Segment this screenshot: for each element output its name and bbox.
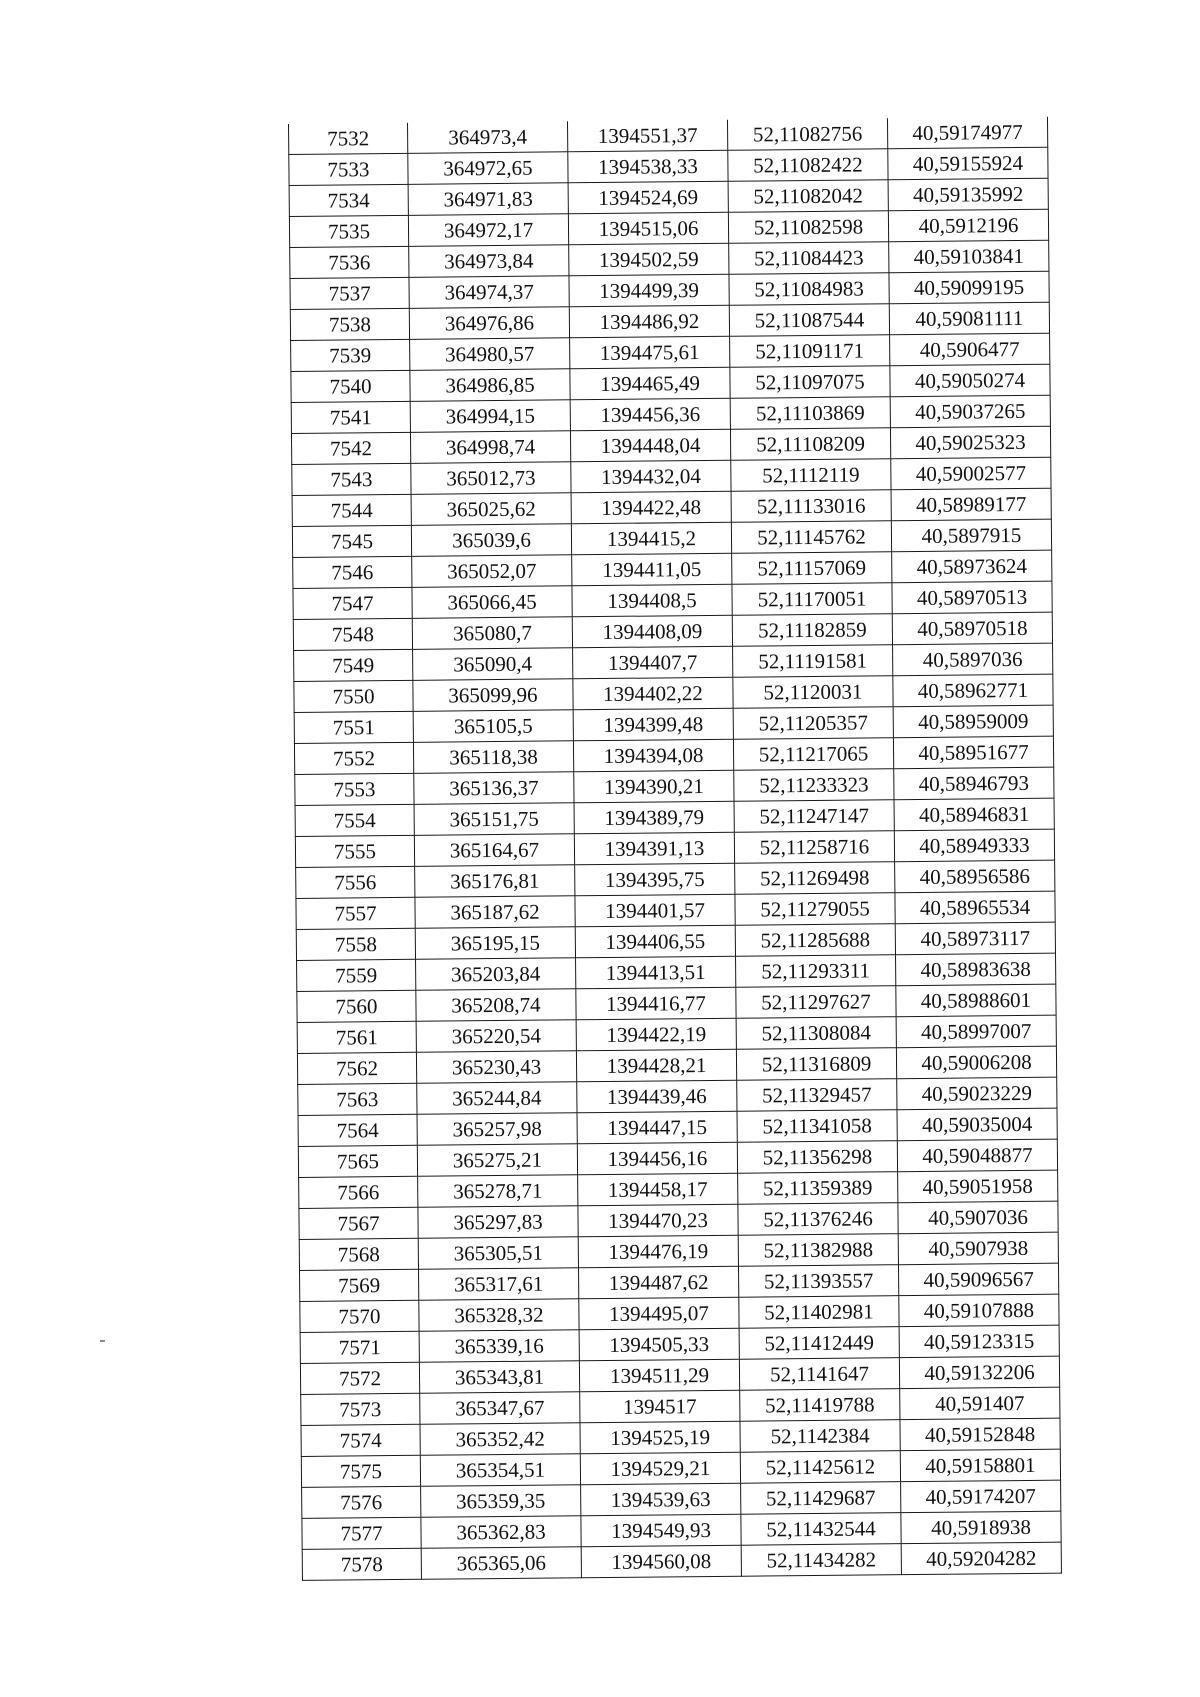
x-coordinate-cell: 365105,5 [413,710,573,743]
longitude-cell: 40,59006208 [896,1046,1056,1079]
x-coordinate-cell: 364976,86 [409,307,569,340]
x-coordinate-cell: 365025,62 [411,493,571,526]
latitude-cell: 52,11103869 [730,397,890,430]
y-coordinate-cell: 1394524,69 [568,181,728,214]
longitude-cell: 40,59132206 [899,1356,1059,1389]
point-number-cell: 7577 [302,1517,421,1549]
y-coordinate-cell: 1394447,15 [577,1111,737,1144]
x-coordinate-cell: 365208,74 [416,989,576,1022]
longitude-cell: 40,59107888 [899,1294,1059,1327]
y-coordinate-cell: 1394428,21 [576,1049,736,1082]
y-coordinate-cell: 1394499,39 [569,274,729,307]
point-number-cell: 7546 [293,556,412,588]
latitude-cell: 52,11191581 [733,645,893,678]
longitude-cell: 40,58959009 [893,705,1053,738]
x-coordinate-cell: 365066,45 [412,586,572,619]
point-number-cell: 7578 [302,1548,421,1580]
longitude-cell: 40,5906477 [890,333,1050,366]
longitude-cell: 40,59023229 [897,1077,1057,1110]
point-number-cell: 7570 [300,1300,419,1332]
x-coordinate-cell: 365164,67 [414,834,574,867]
y-coordinate-cell: 1394413,51 [576,956,736,989]
y-coordinate-cell: 1394539,63 [581,1483,741,1516]
longitude-cell: 40,58946831 [894,798,1054,831]
y-coordinate-cell: 1394486,92 [569,305,729,338]
longitude-cell: 40,59174207 [901,1480,1061,1513]
table-row [302,1542,1061,1580]
point-number-cell: 7551 [294,711,413,743]
latitude-cell: 52,11293311 [736,955,896,988]
point-number-cell: 7535 [289,215,408,247]
latitude-cell: 52,11233323 [734,769,894,802]
latitude-cell: 52,11087544 [729,304,889,337]
y-coordinate-cell: 1394401,57 [575,894,735,927]
longitude-cell: 40,58956586 [895,860,1055,893]
y-coordinate-cell: 1394511,29 [579,1359,739,1392]
y-coordinate-cell: 1394495,07 [579,1297,739,1330]
y-coordinate-cell: 1394529,21 [580,1452,740,1485]
longitude-cell: 40,59050274 [890,364,1050,397]
latitude-cell: 52,11412449 [739,1327,899,1360]
longitude-cell: 40,591407 [900,1387,1060,1420]
latitude-cell: 52,11359389 [738,1172,898,1205]
latitude-cell: 52,11084423 [729,242,889,275]
latitude-cell: 52,11097075 [730,366,890,399]
x-coordinate-cell: 365362,83 [421,1516,581,1549]
point-number-cell: 7544 [292,494,411,526]
point-number-cell: 7562 [297,1052,416,1084]
latitude-cell: 52,11376246 [738,1203,898,1236]
x-coordinate-cell: 365244,84 [417,1082,577,1115]
y-coordinate-cell: 1394525,19 [580,1421,740,1454]
longitude-cell: 40,59037265 [890,395,1050,428]
point-number-cell: 7560 [297,990,416,1022]
x-coordinate-cell: 365317,61 [418,1268,578,1301]
y-coordinate-cell: 1394517 [580,1390,740,1423]
x-coordinate-cell: 364998,74 [410,431,570,464]
longitude-cell: 40,58988601 [896,984,1056,1017]
y-coordinate-cell: 1394422,19 [576,1018,736,1051]
x-coordinate-cell: 365275,21 [417,1144,577,1177]
latitude-cell: 52,11269498 [735,862,895,895]
x-coordinate-cell: 365151,75 [414,803,574,836]
longitude-cell: 40,59035004 [897,1108,1057,1141]
latitude-cell: 52,11217065 [733,738,893,771]
x-coordinate-cell: 365257,98 [417,1113,577,1146]
longitude-cell: 40,58983638 [896,953,1056,986]
latitude-cell: 52,11108209 [730,428,890,461]
y-coordinate-cell: 1394502,59 [569,243,729,276]
x-coordinate-cell: 365297,83 [418,1206,578,1239]
x-coordinate-cell: 365305,51 [418,1237,578,1270]
x-coordinate-cell: 364972,17 [408,214,568,247]
y-coordinate-cell: 1394456,16 [577,1142,737,1175]
y-coordinate-cell: 1394402,22 [573,677,733,710]
y-coordinate-cell: 1394475,61 [570,336,730,369]
longitude-cell: 40,58989177 [891,488,1051,521]
x-coordinate-cell: 365090,4 [413,648,573,681]
latitude-cell: 52,11279055 [735,893,895,926]
latitude-cell: 52,11382988 [738,1234,898,1267]
point-number-cell: 7548 [293,618,412,650]
point-number-cell: 7545 [292,525,411,557]
longitude-cell: 40,59099195 [889,271,1049,304]
latitude-cell: 52,1141647 [739,1358,899,1391]
longitude-cell: 40,59155924 [888,147,1048,180]
point-number-cell: 7539 [291,339,410,371]
x-coordinate-cell: 365354,51 [420,1454,580,1487]
x-coordinate-cell: 364973,4 [407,121,567,153]
x-coordinate-cell: 365012,73 [411,462,571,495]
y-coordinate-cell: 1394390,21 [574,770,734,803]
y-coordinate-cell: 1394505,33 [579,1328,739,1361]
longitude-cell: 40,5918938 [901,1511,1061,1544]
x-coordinate-cell: 365118,38 [413,741,573,774]
latitude-cell: 52,11432544 [741,1513,901,1546]
latitude-cell: 52,11157069 [732,552,892,585]
point-number-cell: 7567 [299,1207,418,1239]
longitude-cell: 40,58962771 [893,674,1053,707]
latitude-cell: 52,11434282 [741,1544,901,1577]
y-coordinate-cell: 1394389,79 [574,801,734,834]
longitude-cell: 40,5897036 [893,643,1053,676]
longitude-cell: 40,59051958 [898,1170,1058,1203]
latitude-cell: 52,11285688 [735,924,895,957]
longitude-cell: 40,58951677 [893,736,1053,769]
longitude-cell: 40,58973117 [895,922,1055,955]
y-coordinate-cell: 1394538,33 [568,150,728,183]
longitude-cell: 40,5907938 [898,1232,1058,1265]
latitude-cell: 52,11082598 [728,211,888,244]
point-number-cell: 7553 [295,773,414,805]
point-number-cell: 7538 [290,308,409,340]
x-coordinate-cell: 365203,84 [416,958,576,991]
longitude-cell: 40,58946793 [894,767,1054,800]
y-coordinate-cell: 1394408,5 [572,584,732,617]
point-number-cell: 7572 [300,1362,419,1394]
point-number-cell: 7566 [299,1176,418,1208]
latitude-cell: 52,1142384 [740,1420,900,1453]
latitude-cell: 52,11082042 [728,180,888,213]
x-coordinate-cell: 365187,62 [415,896,575,929]
y-coordinate-cell: 1394458,17 [578,1173,738,1206]
y-coordinate-cell: 1394456,36 [570,398,730,431]
longitude-cell: 40,59158801 [900,1449,1060,1482]
point-number-cell: 7536 [290,246,409,278]
point-number-cell: 7561 [297,1021,416,1053]
coordinates-table-body [288,117,1061,1581]
y-coordinate-cell: 1394476,19 [578,1235,738,1268]
point-number-cell: 7568 [299,1238,418,1270]
point-number-cell: 7547 [293,587,412,619]
y-coordinate-cell: 1394406,55 [575,925,735,958]
point-number-cell: 7563 [298,1083,417,1115]
y-coordinate-cell: 1394515,06 [568,212,728,245]
point-number-cell: 7550 [294,680,413,712]
point-number-cell: 7556 [296,866,415,898]
point-number-cell: 7543 [292,463,411,495]
y-coordinate-cell: 1394411,05 [572,553,732,586]
y-coordinate-cell: 1394560,08 [581,1545,741,1578]
latitude-cell: 52,11258716 [734,831,894,864]
latitude-cell: 52,11308084 [736,1017,896,1050]
longitude-cell: 40,5907036 [898,1201,1058,1234]
y-coordinate-cell: 1394549,93 [581,1514,741,1547]
point-number-cell: 7554 [295,804,414,836]
latitude-cell: 52,11316809 [736,1048,896,1081]
y-coordinate-cell: 1394415,2 [571,522,731,555]
x-coordinate-cell: 364974,37 [409,276,569,309]
x-coordinate-cell: 365347,67 [420,1392,580,1425]
latitude-cell: 52,11425612 [740,1451,900,1484]
x-coordinate-cell: 365080,7 [412,617,572,650]
longitude-cell: 40,58973624 [892,550,1052,583]
x-coordinate-cell: 365099,96 [413,679,573,712]
margin-mark [100,1340,105,1342]
longitude-cell: 40,59025323 [890,426,1050,459]
y-coordinate-cell: 1394407,7 [573,646,733,679]
longitude-cell: 40,59135992 [888,178,1048,211]
x-coordinate-cell: 365136,37 [414,772,574,805]
point-number-cell: 7571 [300,1331,419,1363]
point-number-cell: 7559 [297,959,416,991]
latitude-cell: 52,11205357 [733,707,893,740]
latitude-cell: 52,11133016 [731,490,891,523]
point-number-cell: 7569 [300,1269,419,1301]
latitude-cell: 52,11329457 [737,1079,897,1112]
x-coordinate-cell: 365230,43 [416,1051,576,1084]
point-number-cell: 7542 [291,432,410,464]
coordinates-table [288,117,1062,1581]
y-coordinate-cell: 1394394,08 [573,739,733,772]
point-number-cell: 7552 [294,742,413,774]
y-coordinate-cell: 1394432,04 [571,460,731,493]
latitude-cell: 52,11182859 [732,614,892,647]
longitude-cell: 40,58970513 [892,581,1052,614]
longitude-cell: 40,59103841 [889,240,1049,273]
longitude-cell: 40,59152848 [900,1418,1060,1451]
point-number-cell: 7575 [301,1455,420,1487]
point-number-cell: 7533 [289,153,408,185]
y-coordinate-cell: 1394391,13 [574,832,734,865]
x-coordinate-cell: 364980,57 [410,338,570,371]
x-coordinate-cell: 365052,07 [412,555,572,588]
y-coordinate-cell: 1394399,48 [573,708,733,741]
longitude-cell: 40,58949333 [894,829,1054,862]
latitude-cell: 52,11356298 [737,1141,897,1174]
longitude-cell: 40,59123315 [899,1325,1059,1358]
x-coordinate-cell: 365039,6 [411,524,571,557]
x-coordinate-cell: 365176,81 [415,865,575,898]
latitude-cell: 52,1112119 [731,459,891,492]
point-number-cell: 7540 [291,370,410,402]
latitude-cell: 52,11091171 [730,335,890,368]
x-coordinate-cell: 364986,85 [410,369,570,402]
latitude-cell: 52,11402981 [739,1296,899,1329]
x-coordinate-cell: 365339,16 [419,1330,579,1363]
longitude-cell: 40,58997007 [896,1015,1056,1048]
y-coordinate-cell: 1394448,04 [570,429,730,462]
point-number-cell: 7564 [298,1114,417,1146]
latitude-cell: 52,11297627 [736,986,896,1019]
longitude-cell: 40,59002577 [891,457,1051,490]
y-coordinate-cell: 1394465,49 [570,367,730,400]
x-coordinate-cell: 364972,65 [408,152,568,185]
latitude-cell: 52,11393557 [738,1265,898,1298]
point-number-cell: 7537 [290,277,409,309]
longitude-cell: 40,5897915 [891,519,1051,552]
point-number-cell: 7574 [301,1424,420,1456]
x-coordinate-cell: 365352,42 [420,1423,580,1456]
point-number-cell: 7557 [296,897,415,929]
x-coordinate-cell: 365328,32 [419,1299,579,1332]
x-coordinate-cell: 364994,15 [410,400,570,433]
y-coordinate-cell: 1394416,77 [576,987,736,1020]
x-coordinate-cell: 365278,71 [418,1175,578,1208]
longitude-cell: 40,59081111 [889,302,1049,335]
latitude-cell: 52,11082756 [727,118,887,150]
latitude-cell: 52,11145762 [731,521,891,554]
x-coordinate-cell: 365220,54 [416,1020,576,1053]
latitude-cell: 52,11419788 [740,1389,900,1422]
latitude-cell: 52,11341058 [737,1110,897,1143]
latitude-cell: 52,11247147 [734,800,894,833]
x-coordinate-cell: 365195,15 [415,927,575,960]
x-coordinate-cell: 365365,06 [421,1547,581,1580]
point-number-cell: 7549 [294,649,413,681]
point-number-cell: 7555 [295,835,414,867]
y-coordinate-cell: 1394395,75 [575,863,735,896]
longitude-cell: 40,58970518 [892,612,1052,645]
point-number-cell: 7576 [302,1486,421,1518]
y-coordinate-cell: 1394470,23 [578,1204,738,1237]
longitude-cell: 40,59048877 [897,1139,1057,1172]
point-number-cell: 7573 [301,1393,420,1425]
point-number-cell: 7541 [291,401,410,433]
latitude-cell: 52,11170051 [732,583,892,616]
y-coordinate-cell: 1394408,09 [572,615,732,648]
longitude-cell: 40,59204282 [901,1542,1061,1575]
longitude-cell: 40,58965534 [895,891,1055,924]
point-number-cell: 7532 [288,123,407,155]
longitude-cell: 40,59174977 [887,117,1047,149]
longitude-cell: 40,5912196 [888,209,1048,242]
y-coordinate-cell: 1394422,48 [571,491,731,524]
y-coordinate-cell: 1394439,46 [577,1080,737,1113]
x-coordinate-cell: 365343,81 [419,1361,579,1394]
latitude-cell: 52,11429687 [741,1482,901,1515]
x-coordinate-cell: 365359,35 [421,1485,581,1518]
point-number-cell: 7534 [289,184,408,216]
y-coordinate-cell: 1394487,62 [578,1266,738,1299]
longitude-cell: 40,59096567 [898,1263,1058,1296]
point-number-cell: 7565 [298,1145,417,1177]
latitude-cell: 52,1120031 [733,676,893,709]
latitude-cell: 52,11084983 [729,273,889,306]
x-coordinate-cell: 364971,83 [408,183,568,216]
y-coordinate-cell: 1394551,37 [567,120,727,152]
x-coordinate-cell: 364973,84 [409,245,569,278]
latitude-cell: 52,11082422 [728,149,888,182]
point-number-cell: 7558 [296,928,415,960]
